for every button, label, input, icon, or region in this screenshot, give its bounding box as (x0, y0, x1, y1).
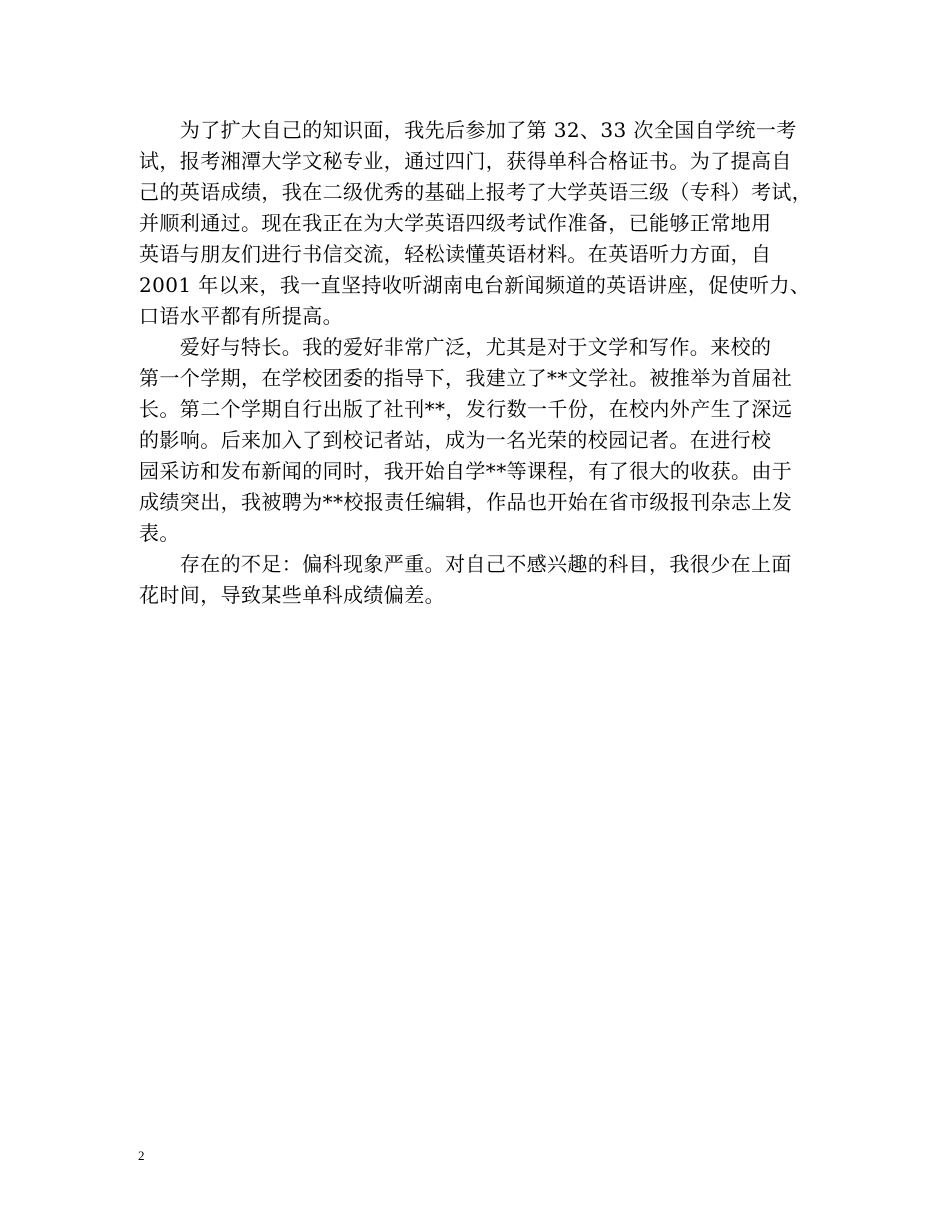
text-line: 英语与朋友们进行书信交流，轻松读懂英语材料。在英语听力方面，自 (139, 242, 772, 266)
text-line: 2001 年以来，我一直坚持收听湖南电台新闻频道的英语讲座，促使听力、 (139, 273, 811, 297)
text-line: 长。第二个学期自行出版了社刊**，发行数一千份，在校内外产生了深远 (139, 397, 793, 421)
text-line: 园采访和发布新闻的同时，我开始自学**等课程，有了很大的收获。由于 (139, 459, 793, 483)
text-line: 并顺利通过。现在我正在为大学英语四级考试作准备，已能够正常地用 (139, 211, 772, 235)
text-line: 爱好与特长。我的爱好非常广泛，尤其是对于文学和写作。来校的 (139, 335, 772, 359)
text-line: 的影响。后来加入了到校记者站，成为一名光荣的校园记者。在进行校 (139, 428, 772, 452)
paragraph-hobbies (139, 332, 819, 549)
text-line: 己的英语成绩，我在二级优秀的基础上报考了大学英语三级（专科）考试， (139, 180, 813, 204)
paragraph-shortcomings (139, 549, 819, 611)
text-line: 成绩突出，我被聘为**校报责任编辑，作品也开始在省市级报刊杂志上发 (139, 490, 793, 514)
body-text (139, 115, 819, 611)
text-line: 花时间，导致某些单科成绩偏差。 (139, 583, 445, 607)
text-line: 为了扩大自己的知识面，我先后参加了第 32、33 次全国自学统一考 (139, 118, 797, 142)
text-line: 第一个学期，在学校团委的指导下，我建立了**文学社。被推举为首届社 (139, 366, 793, 390)
page-number: 2 (138, 1148, 145, 1163)
text-line: 存在的不足：偏科现象严重。对自己不感兴趣的科目，我很少在上面 (139, 552, 792, 576)
text-line: 表。 (139, 521, 180, 545)
text-line: 口语水平都有所提高。 (139, 304, 343, 328)
text-line: 试，报考湘潭大学文秘专业，通过四门，获得单科合格证书。为了提高自 (139, 149, 792, 173)
paragraph-self-study (139, 115, 819, 332)
